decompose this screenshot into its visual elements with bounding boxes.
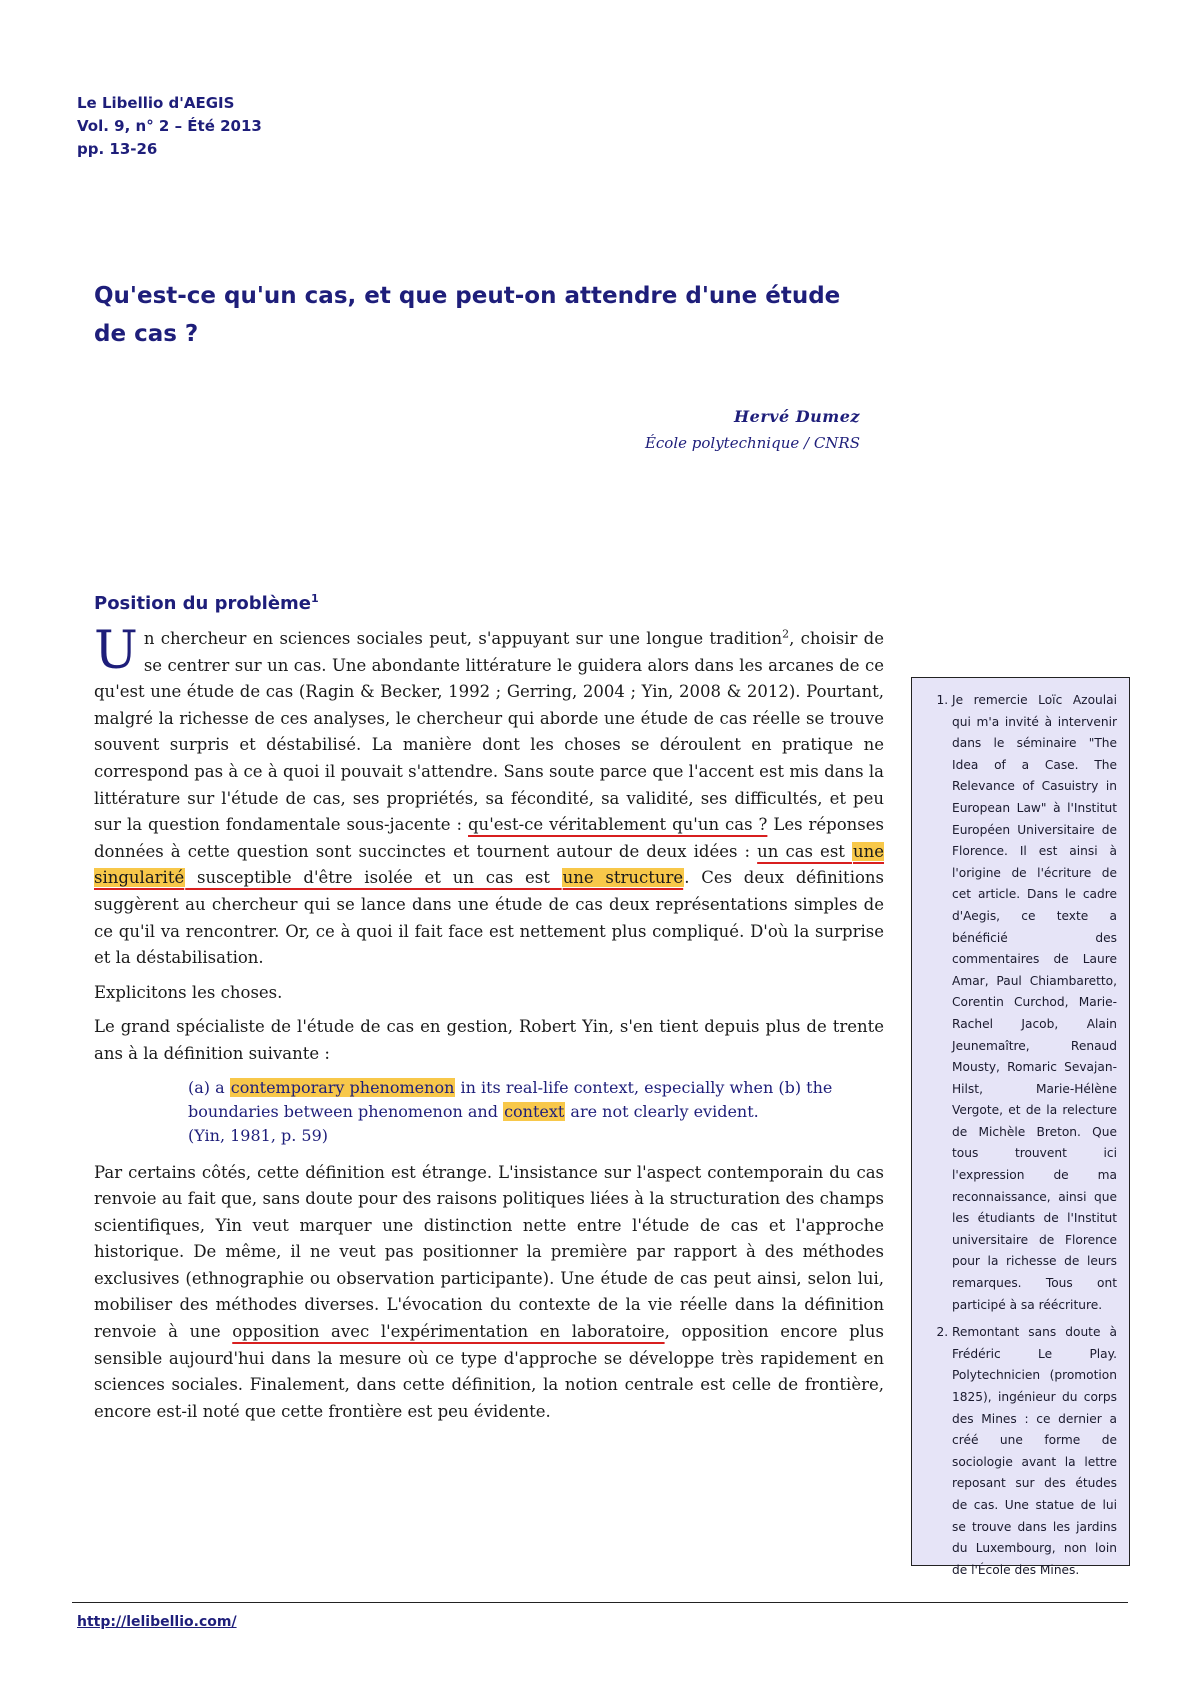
highlight-singularite: une singularité [94,841,885,888]
journal-name: Le Libellio d'AEGIS [77,94,235,112]
article-title: Qu'est-ce qu'un cas, et que peut-on attendre d'une étude de cas ? [94,283,841,347]
journal-header [77,92,262,161]
paragraph-1 [94,621,885,972]
author-block [645,404,860,456]
text-run: Les réponses données à cette question sont succinctes et tournent autour de deux idées : [94,815,884,861]
journal-volume: Vol. 9, n° 2 – Été 2013 [77,117,262,135]
block-quote [188,1076,848,1148]
section-heading-text: Position du problème [94,593,311,614]
footnote-ref-2[interactable]: 2 [782,627,790,641]
quote-citation: (Yin, 1981, p. 59) [188,1125,329,1145]
text-run: in its real-life context, especially when (b) the boundaries between phenomenon and [188,1077,833,1121]
underlined-question: qu'est-ce véritablement qu'un cas ? [468,815,768,835]
footnote-list [912,678,1129,1581]
footer-link[interactable]: http://lelibellio.com/ [77,1614,237,1630]
author-affiliation: École polytechnique / CNRS [644,434,860,452]
author-name: Hervé Dumez [734,407,860,426]
highlight-contemporary-phenomenon: contemporary phenomenon [230,1077,455,1097]
footnote-2: 2. Remontant sans doute à Frédéric Le Play. Polytechnicien (promotion 1825), ingénieur du corps des Mines : ce dernier a créé une forme de sociologie avant la lettre reposant sur des études de cas. Une statue de lui se trouve dans les jardins du Luxembourg, non loin de l'École des Mines. [952,1322,1117,1581]
section-heading [94,592,319,614]
text-run: are not clearly evident. [565,1101,759,1121]
paragraph-4 [94,1160,884,1426]
text-run: n chercheur en sciences sociales peut, s'appuyant sur une longue tradition [143,629,783,648]
article-body [94,621,885,1433]
drop-cap: U [94,621,138,681]
text-run: . Ces deux définitions suggèrent au chercheur qui se lance dans une étude de cas deux représentations simples de ce qu'il va rencontrer. Or, ce à quoi il fait face est nettement plus compliqué. D'où la surprise et la déstabilisation. [94,868,884,968]
text-run: , opposition encore plus sensible aujourd'hui dans la mesure où ce type d'approche se développe très rapidement en sciences sociales. Finalement, dans cette définition, la notion centrale est celle de frontière, encore est-il noté que cette frontière est peu évidente. [94,1322,884,1421]
text-run: , choisir de se centrer sur un cas. Une abondante littérature le guidera alors dans les arcanes de ce qu'est une étude de cas (Ragin & Becker, 1992 ; Gerring, 2004 ; Yin, 2008 & 2012). Pourtant, malgré la richesse de ces analyses, le chercheur qui aborde une étude de cas réelle se trouve souvent surpris et déstabilisé. La manière dont les choses se déroulent en pratique ne correspond pas à ce à quoi il pouvait s'attendre. Sans soute parce que l'accent est mis dans la littérature sur l'étude de cas, ses propriétés, sa fécondité, sa validité, ses difficultés, et peu sur la question fondamentale sous-jacente : [94,629,884,835]
paragraph-3: Le grand spécialiste de l'étude de cas en gestion, Robert Yin, s'en tient depuis plus de trente ans à la définition suivante : [94,1017,884,1063]
footnote-1: 1. Je remercie Loïc Azoulai qui m'a invité à intervenir dans le séminaire "The Idea of a Case. The Relevance of Casuistry in European Law" à l'Institut Européen Universitaire de Florence. Il est ainsi à l'origine de l'écriture de cet article. Dans le cadre d'Aegis, ce texte a bénéficié des commentaires de Laure Amar, Paul Chiambaretto, Corentin Curchod, Marie-Rachel Jacob, Alain Jeunemaître, Renaud Mousty, Romaric Sevajan-Hilst, Marie-Hélène Vergote, et de la relecture de Michèle Breton. Que tous trouvent ici l'expression de ma reconnaissance, ainsi que les étudiants de l'Institut universitaire de Florence pour la richesse de leurs remarques. Tous ont participé à sa réécriture. [952,690,1117,1316]
highlight-context: context [504,1101,565,1121]
text-run: un cas est [757,841,852,861]
highlight-structure: une structure [562,868,684,888]
footer-divider [72,1602,1128,1603]
footnote-ref-1[interactable]: 1 [310,592,319,605]
paragraph-2: Explicitons les choses. [94,982,283,1002]
text-run: (a) a [188,1077,230,1097]
footnotes-sidebar [911,677,1130,1577]
underlined-opposition: opposition avec l'expérimentation en laboratoire [232,1322,665,1342]
journal-pages: pp. 13-26 [77,140,158,158]
text-run: Par certains côtés, cette définition est étrange. L'insistance sur l'aspect contemporain du cas renvoie au fait que, sans doute pour des raisons politiques liées à la structuration des champs scientifiques, Yin veut marquer une distinction nette entre l'étude de cas et l'approche historique. De même, il ne veut pas positionner la première par rapport à des méthodes exclusives (ethnographie ou observation participante). Une étude de cas peut ainsi, selon lui, mobiliser des méthodes diverses. L'évocation du contexte de la vie réelle dans la définition renvoie à une [94,1162,884,1342]
text-run: susceptible d'être isolée et un cas est [185,868,562,888]
